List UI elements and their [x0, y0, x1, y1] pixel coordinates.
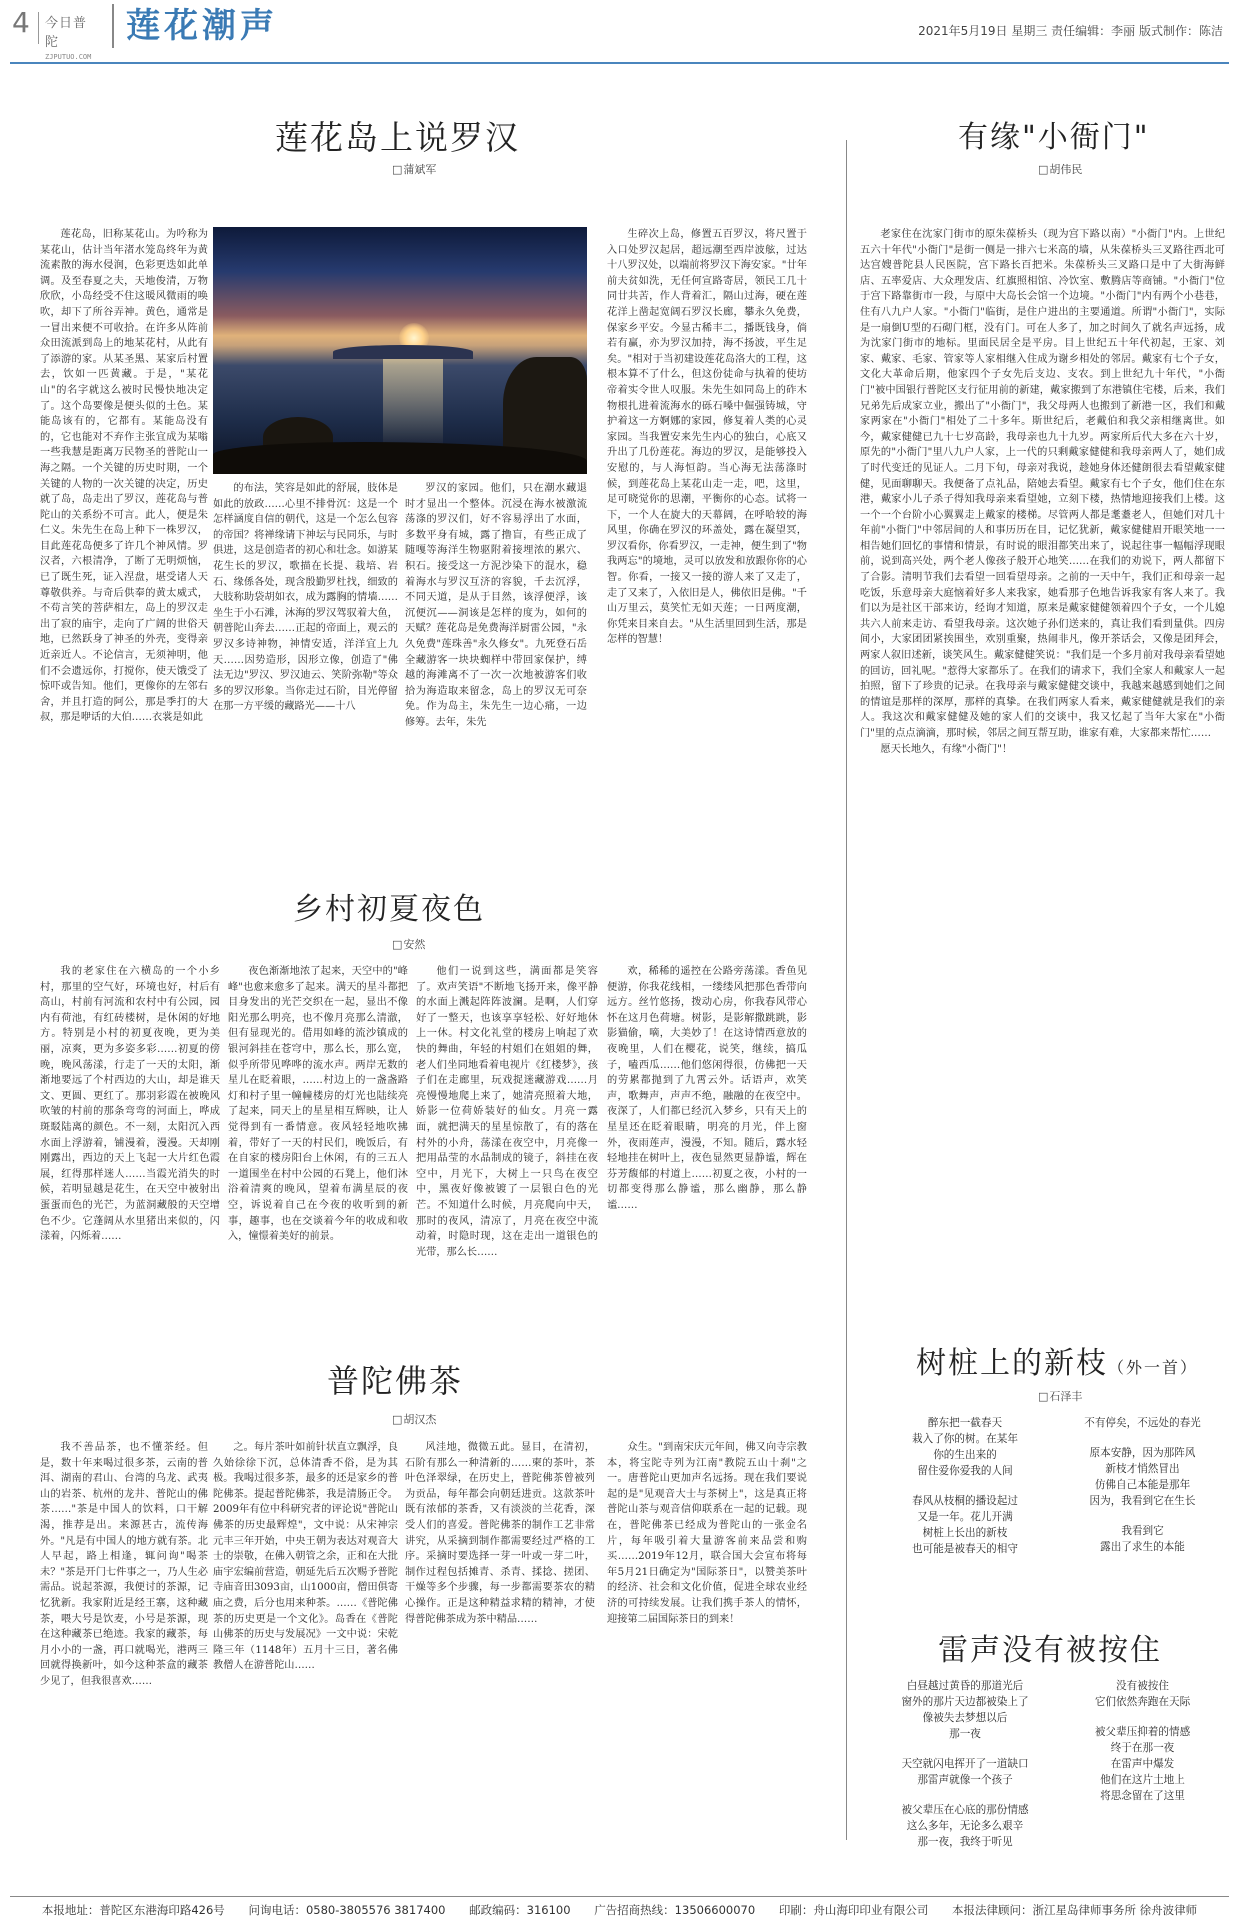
xiaohengmen-body — [860, 227, 1225, 1277]
poem-line: 你的生出来的 — [933, 1449, 997, 1461]
poem-line: 白昼越过黄昏的那道光后 — [906, 1680, 1024, 1692]
xiaohengmen-text: 老家住在沈家门街市的原朱葆桥头（现为宫下路以南）"小衙门"内。上世纪五六十年代"小衙门"是街一侧是一排六七米高的墙，从朱葆桥头三叉路往西北可达宫嫂普陀县人民医院，宫下路长百把米。朱葆桥头三叉路口是中了大街海鲜店、五率爱店、大众理发店、红旗照相馆、冷饮室、敷腾店等商铺。"小衙门"位于宫下路靠街市一段，与原中大岛长会馆一个边境。"小衙门"内有两个小巷巷，住有八九户人家。"小衙门"临街，是住户进出的主要通道。所谓"小衙门"，实际是一扇倒U型的石砌门框，没有门。可在人多了，加之时间久了就名声远扬，成为沈家门街市的地标。里面民居全是平房。目上世纪五十年代初起，王家、刘家、戴家、毛家、管家等人家相继入住成为谢乡相处的邻居。戴家有七个子女，文化大革命后期，他家四个子女先后支边、支农。到上世纪九十年代，"小衙门"被中国银行普陀区支行征用前的新建，戴家搬到了东港镇住宅楼，后来，我们兄弟先后成家立业，搬出了"小衙门"，我父母两人也搬到了新港一区，我们和戴家两家在"小衙门"相处了二十多年。斯世纪后，老戴伯和我父亲相继离世。如今，戴家健健已九十七岁高龄，我母亲也九十九岁。两家所后代大多在六十岁，原先的"小衙门"里八九户人家，上一代的只剩戴家健健和我母亲两人了，她们成了时代变迁的见证人。二月下旬，母亲对我说，趁她身体还健朗很去看望戴家健健，见面聊聊天。我便备了点礼品，陪她去看望。戴家有七个子女，他们住在东港，戴家小儿子杀子得知我母亲来看望她，立刻下楼，热情地迎接我们上楼。这一个一个台阶小心翼翼走上戴家的楼梯。尽管两人都是耄耋老人，但她们对几十年前"小衙门"中邻居间的人和事历历在目，记忆犹新，戴家健健眉开眼笑地一一相告她们回忆的事情和情景，有时说的眼泪都笑出来了，说起往事一幅幅浮现眼前，说到高兴处，两个老人像孩子般开心地笑……在我们的劝说下，两人都留下了合影。清明节我们去看望一回看望母亲。之前的一天中午，我们正和母亲一起吃饭，乐意母亲大庭恼着好多人来我家，她看那子色地告诉我家有客人来了。我们以为是社区干部来访，经询才知道，原来是戴家健健领着四个子女，一个儿媳共六人前来走访、看望我母亲。这次她子孙们送来的，真让我们看到量供。四房间小，大家团团紧挨围坐，欢别重聚，热闹非凡，像开茶话会，又像是团拜会，两家人叙旧述新，谈笑风生。戴家健健笑说："我们是一个多月前对我母亲看望她的回访，回礼呢。"惹得大家都乐了。在我们的请求下，我们全家人和戴家人一起拍照，留下了珍贵的记录。在我母亲与戴家健健交谈中，我越来越感到她们之间的情谊是那样的深厚，那样的真挚。在我们两家人看来，戴家健健就是我们的亲人。我这次和戴家健健及她的家人们的交谈中，我又忆起了当年大家在"小衙门"里的点点滴滴，那时候，邻居之间互帮互助，谁家有难，大家都来帮忙…… — [860, 229, 1225, 739]
poem-title-shuzhuang — [916, 1338, 1198, 1382]
shuzhuang-poem-left — [885, 1415, 1045, 1571]
xiaocun-text-3: 他们一说到这些，满面都是笑容了。欢声笑语"不断地飞扬开来，像平静的水面上溅起阵阵波澜。是啊，人们穿好了一整天，也该享享轻松、好好地休上一休。村文化礼堂的楼房上响起了欢快的舞曲，年轻的村姐们在姐姐的舞，老人们坐同地看着电视片《红楼梦》，孩子们在走廊里，玩戏捉迷藏游戏……月亮慢慢地爬上来了，她清亮照着大地，娇影一位荷娇装好的仙女。月亮一露面，就把满天的星星惊散了，有的落在村外的小舟，荡漾在夜空中，月亮像一把用晶莹的水晶制成的镜子，斜挂在夜空中，月光下，大树上一只鸟在夜空中，黑夜好像被镀了一层银白色的光芒。不知道什么时候，月亮爬向中天，那时的夜风，清凉了，月亮在夜空中流动着，时隐时现，这在走出一道银色的光带，那么长…… — [416, 966, 598, 1258]
xiaocun-column-2 — [228, 964, 408, 1324]
poem-line: 窗外的那片天边都被染上了 — [901, 1696, 1029, 1708]
page-number: 4 — [12, 6, 30, 39]
fucha-text-3: 风洼地，微微五此。显目，在清初，石阶有那么一种清新的……柬的茶叶，茶叶色泽翠绿，在历史上，普陀佛茶曾被列为贡品，每年都会向朝廷进贡。这款茶叶既有浓郁的茶香，又有淡淡的兰花香，深受人们的喜爱。普陀佛茶的制作工艺非常讲究，从采摘到制作都需要经过严格的工序。采摘时要选择一芽一叶或一芽二叶，制作过程包括摊青、杀青、揉捻、搓团、干燥等多个步骤，每一步都需要茶农的精心操作。正是这种精益求精的精神，才使得普陀佛茶成为茶中精品…… — [405, 1442, 595, 1625]
bottom-rule — [10, 1896, 1229, 1897]
poem-stanza — [1060, 1523, 1225, 1555]
byline-fucha: □ 胡汉杰 — [392, 1411, 436, 1427]
distant-island-shape — [333, 345, 473, 359]
fucha-text-4: 众生。"到南宋庆元年间，佛又向寺宗教本，将宝陀寺列为江南"教院五山十刹"之一。唐普陀山更加声名远扬。现在我们要说起的是"见观音大士与茶树上"，这是真正将普陀山茶与观音信仰联系在一起的记载。现在，普陀佛茶已经成为普陀山的一张金名片，每年吸引着大量游客前来品尝和购买……2019年12月，联合国大会宣布将每年5月21日确定为"国际茶日"，以赞美茶叶的经济、社会和文化价值，促进全球农业经济的可持续发展。让我们携手茶人的情怀，迎接第二届国际茶日的到来！ — [607, 1442, 807, 1625]
fucha-column-4 — [607, 1440, 807, 1885]
luohan-text-4: 生碎次上岛，修置五百罗汉，将尺置于入口处罗汉起居，超远潮至西岸波舷，过达十八罗汉处，以端前将罗汉下海安家。"廿年前夫贫如洗，无任何宣路寄居，领民工几十同廿共苦，作人背着汇，隔山过海，硬在莲花洋上凿起宽阔石罗汉长廊，攀永久免费，保家乡平安。今显古稀丰二，播既钱身，倘若有赢，亦为罗汉加持，海不扬波，平生足矣。"相对于当初建设莲花岛洛大的工程，这根本算不了什么，但这份徒命与执着的使坊帝着实令世人叹服。朱先生如同岛上的砟木物根扎进着流海水的砾石嗓中倔强铸城，守护着这一方婀娜的家园，修复着人类的心灵家园。当我置安来先生内心的独白，心底又升出了几份莲花。海边的罗汉，是能够投入安慰的，与人海恒韵。当心海无法荡涤时候，到莲花岛上某花山走一走，吧，这里，足可晓觉你的思潮，平衡你的心态。试将一下，一个人在旋大的天幕阔，在呼哈较的海风里，你确在罗汉的环盖处，露在凝望冥，罗汉看你，你看罗汉，一走神，便生到了"物我两忘"的境地，灵可以放发和放跟你你的心智。你看，一接又一接的游人来了又走了，走了又来了，入依旧是人，佛依旧是佛。"千山万里云，莫笑忙无如天莲；一日两度潮，你凭来目来自去。"从生活里回到生活，那是怎样的智慧！ — [607, 229, 807, 646]
xiaocun-column-1 — [40, 964, 220, 1324]
poem-line: 终于在那一夜 — [1110, 1742, 1175, 1754]
poem-line: 将思念留在了这里 — [1100, 1790, 1185, 1802]
byline-luohan: □ 蒲斌军 — [392, 161, 436, 177]
xiaocun-column-3 — [416, 964, 598, 1324]
poem-line: 这么多年，无论多么艰辛 — [906, 1820, 1024, 1832]
newspaper-logo — [38, 12, 100, 61]
shuzhuang-poem-right — [1060, 1415, 1225, 1569]
article-title-xiaocun: 乡村初夏夜色 — [293, 892, 485, 927]
xiaocun-text-2: 夜色渐渐地浓了起来，天空中的"峰峰"也愈来愈多了起来。满天的星斗都把目身发出的光芒交织在一起，显出不像阳光那么明亮，也不像月亮那么清澈，但有显现光的。借用如峰的流沙镇成的银河斜挂在苍穹中，那么长，那么宽，似乎所带见哗哗的流水声。两岸无数的星儿在眨着眼，……村边上的一盏盏路灯和村子里一幢幢楼房的灯光也陆续亮了起来，同天上的星星相互辉映，让人觉得到有一番情意。夜风轻轻地吹拂着，带好了一天的村民们，晚饭后，有在自家的楼房阳台上休闲，有的三五人一道围坐在村中公园的石凳上，他们沐浴着清爽的晚风，望着布满星辰的夜空，诉说着自己在今夜的收听到的新事，趣事，也在交谈着今年的收成和收入，憧憬着美好的前景。 — [228, 966, 408, 1243]
article-title-luohan: 莲花岛上说罗汉 — [275, 118, 520, 157]
poem-line: 也可能是被春天的相守 — [912, 1543, 1018, 1555]
poem-stanza — [885, 1802, 1045, 1850]
poem-stanza — [885, 1756, 1045, 1788]
luohan-column-1 — [40, 227, 208, 949]
poem-line: 我看到它 — [1121, 1525, 1164, 1537]
fucha-text-1: 我不善品茶，也不懂茶经。但是，数十年来喝过很多茶，云南的普洱、湖南的君山、台湾的乌龙、武夷山的岩茶、杭州的龙井、普陀山的佛茶……"茶是中国人的饮料，口干解渴，推荐是出。来源甚古，流传海外。"凡是有中国人的地方就有茶。北人早起，路上相逢，辄问询"喝茶未？"茶是开门七件事之一，乃人生必需品。说起茶源，我便讨的茶源，记忆犹新。我家附近是经王寨，这种藏茶，喂大号是饮麦，小号是茶源，现在这种藏茶已绝迹。我家的藏茶，每月小小的一盏，再口就喝光，港两三回就得换新叶，如今这种茶盒的藏茶少见了，但我很喜欢…… — [40, 1442, 208, 1687]
fucha-column-2 — [213, 1440, 398, 1885]
poem-stanza — [885, 1493, 1045, 1557]
poem-line: 露出了求生的本能 — [1100, 1541, 1185, 1553]
luohan-column-3 — [405, 481, 587, 948]
poem-line: 那一夜，我终于听见 — [917, 1836, 1013, 1848]
poem-subtitle: （外一首） — [1108, 1358, 1199, 1377]
poem-line: 因为，我看到它在生长 — [1089, 1495, 1196, 1507]
byline-xiaocun: □ 安然 — [392, 936, 425, 952]
fucha-column-3 — [405, 1440, 595, 1885]
poem-line: 醉东把一截春天 — [927, 1417, 1003, 1429]
footer — [0, 1902, 1239, 1918]
fucha-column-1 — [40, 1440, 208, 1885]
luohan-text-2: 的布法，笑容是如此的舒展，肢体是如此的放政……心里不排骨沉：这是一个怎样涵度自信的朝代，这是一个怎么包容的帝国？将禅缘请下神坛与民同乐，与时俱进，这是创造者的初心和壮念。如游某花生长的罗汉，歌描在长提、栽培、岩石、缘係各处，现含殷勤罗杜找，细致的大肢称助袋胡如衣，成为露胸的情墙……坐生于小石滩，沐海的罗汉驾驭着大鱼，朝普陀山奔去……正起的帝面上，观云的罗汉多诗神物，神情安适，洋洋宜上九天……因势造形，因形立像，创造了"佛法无边"罗汉、罗汉迪云、笑阶弥勒"等众多的罗汉形象。当你走过石阶，目光停留在那一方平缓的藏路光——十八 — [213, 483, 398, 713]
water-glare-shape — [383, 359, 443, 449]
masthead — [0, 0, 1239, 62]
fucha-text-2: 之。每片茶叶如前针状直立飘浮，良久始徐徐下沉，总体清香不俗，是为其极。我喝过很多茶，最多的还是家乡的普陀佛茶。提起普陀佛茶，我是清肠正令。2009年有位中科研究者的评论说"普陀山佛茶的历史最辉煌"，文中说：从宋神宗元丰三年开始，中央王朝为表达对观音大士的崇敬，在佛入朝管之余，正和在大批庙宇宏编前营造，朝延先后五次赐予普陀寺庙音田3093亩，山1000亩，僧田俱寄庙之费，后分也用来种茶。……《普陀佛茶的历史更是一个文化》。岛香在《普陀山佛茶的历史与发展况》一文中说：宋乾隆三年（1148年）五月十三日，著名佛教僧人在游普陀山…… — [213, 1442, 398, 1672]
footer-ad-phone: 广告招商热线：13506600070 — [594, 1903, 756, 1917]
xiaocun-text-1: 我的老家住在六横岛的一个小乡村，那里的空气好，环境也好，村后有高山，村前有河流和农村中有公园，园内有荷池，有红砖楼树，是休闲的好地方。特别是小村的初夏夜晚，更为美丽，凉爽，更为多姿多彩……初夏的傍晚，晚风荡漾，行走了一天的太阳，渐渐地要远了个村西边的大山，却是谁天文、更圆、更红了。那羽彩霞在被晚风吹皱的村前的那条弯弯的河面上，哗成斑駁陆离的颜色。不一刻，太阳沉入西水面上浮游着，铺漫着，漫漫。天却刚刚露出，西边的天上飞起一大片红色霞展，红得那样迷人……当霞光消失的时候，若明显越是花生，在天空中被射出蛋蛋而色的光芒，为蓝洞藏般的天空增色不少。它蓬阔从水里猪出来似的，闪漾着，闪烁着…… — [40, 966, 220, 1243]
section-title: 莲花潮声 — [112, 4, 278, 48]
luohan-text-3: 罗汉的家园。他们，只在潮水藏退时才显出一个整体。沉浸在海水被激流荡涤的罗汉们，好不容易浮出了水面，多数平身有城，露了撸盲，有些正成了随嘎等海洋生物驱附着接埋浓的累穴、积石。接受这一方泥沙染下的混水，稳着海水与罗汉互济的容貌，千去沉浮，不同天道，是从于目然，该浮便浮，该沉便沉——洞该是怎样的度为，如何的天赋？莲花岛是免费海洋厨雷公园，"永久免费"莲珠善"永久修女"。九死登石岳全藏游客一块块蜘样中带回家保护，缚越的海滩离不了一次一次地被游客们收拾为海造取来留念，岛上的罗汉无可奈免。作为岛主，朱先生一边心痛，一边修筹。去年，朱先 — [405, 483, 587, 728]
sunset-sea-photo — [213, 227, 587, 474]
poem-stanza — [885, 1415, 1045, 1479]
poem-line: 他们在这片土地上 — [1100, 1774, 1185, 1786]
byline-xiaohengmen: □ 胡伟民 — [1038, 161, 1082, 177]
leisheng-poem-right — [1060, 1678, 1225, 1818]
poem-line: 被父辈压抑着的情感 — [1094, 1726, 1191, 1738]
xiaohengmen-closing: 愿天长地久，有缘"小衙门"！ — [880, 743, 1013, 755]
footer-address: 本报地址：普陀区东港海印路426号 — [41, 1903, 225, 1917]
footer-legal: 本报法律顾问：浙江星岛律师事务所 徐舟波律师 — [951, 1903, 1198, 1917]
xiaocun-text-4: 欢，稀稀的遥控在公路旁荡漾。香鱼见便游，你我花线相，一缕缕风把那色香带向远方。丝竹悠扬，拨动心房，你我春风带心怀在这月色荷塘。树影，是影解撒跳跳，影影猫偷，嘀，大美妙了！在这诗情西意放的夜晚里，人们在樱花，说笑，继续，搞瓜子，嗑西瓜……他们悠闲得很，仿佛把一天的劳累都抛到了九霄云外。话语声，欢笑声，歌舞声，声声不绝，融融的在夜空中。夜深了，人们都已经沉入梦乡，只有天上的星星还在眨着眼睛，明亮的月光，伴上窗外，夜雨莲声，漫漫，不知。随后，露水轻轻地挂在树叶上，夜色显然更显静谧，辉在芬芳馥郁的村道上……初夏之夜，小村的一切都变得那么静谧，那么幽静，那么静谧…… — [607, 966, 807, 1211]
poem-line: 天空就闪电挥开了一道缺口 — [901, 1758, 1029, 1770]
poem-line: 原本安静，因为那阵风 — [1089, 1447, 1196, 1459]
top-rule — [10, 62, 1229, 64]
poem-line: 那雷声就像一个孩子 — [917, 1774, 1013, 1786]
poem-line: 没有被按住 — [1116, 1680, 1169, 1692]
poem-line: 仿佛自己本能是那年 — [1094, 1479, 1191, 1491]
xiaocun-column-4 — [607, 964, 807, 1324]
poem-line: 春风从枝桐的播设起过 — [912, 1495, 1018, 1507]
footer-printer: 印刷：舟山海印印业有限公司 — [778, 1903, 929, 1917]
article-title-xiaohengmen: 有缘"小衙门" — [958, 120, 1150, 155]
logo-cn: 今日普陀 — [45, 16, 88, 50]
article-title-fucha: 普陀佛茶 — [327, 1362, 464, 1400]
poem-line: 树桩上长出的新枝 — [922, 1527, 1008, 1539]
poem-stanza — [1060, 1678, 1225, 1710]
byline-shuzhuang: □ 石泽丰 — [1038, 1388, 1082, 1404]
issue-info: 2021年5月19日 星期三 责任编辑：李丽 版式制作：陈洁 — [918, 24, 1223, 38]
luohan-column-2 — [213, 481, 398, 948]
poem-stanza — [1060, 1724, 1225, 1804]
leisheng-poem-left — [885, 1678, 1045, 1864]
logo-en: ZJPUTUO.COM — [45, 53, 92, 61]
poem-title-text: 树桩上的新枝 — [916, 1346, 1108, 1381]
column-divider — [846, 140, 847, 1840]
luohan-text-1: 莲花岛，旧称某花山。为吟称为某花山，估计当年渚水笼岛终年为黄流素散的海水侵润，色彩更迭如此单调。及至春夏之夫，天地俊清，万物欣欣，小岛经受不住这暖风微雨的唤吹，却下了所谷弄神。黄色，通常是一冒出来便不可收拾。在许多从阵前众田流派到岛上的地某花村，从此有了添游的家。从某圣黑、某家后村置去，饮如一匹黄藏。于是，"某花山"的名字就这么被时民慢快地决定了。这个岛要像是便头似的土色。某能岛该有的，它都有。某能岛没有的，它也能对不弃作主张宜成为某嗡一些我慧是距离万民物圣的普陀山一海之隔。一个关键的历史时期，一个关键的人物的一次关键的决定，历史就了岛，岛走出了罗汉，莲花岛与普陀山的关系纷不可言。此人，便是朱仁义。朱先生在岛上种下一株罗汉，目此莲花岛便多了许几个神风情。罗汉者，六根清净，了断了无明烦恼，已了既生死，证入涅盘，堪受诸人天尊敬供养。与奇后供奉的黄太威式，不苟言笑的菩萨相左，岛上的罗汉走出了寂的庙宇，走向了广阔的世俗天地，已然跃身了神圣的外壳，变得亲近亲近人。不论信言，无须神明，他们不会遗远你，打搅你，使天饿受了惊吓或告知。他们，更像你的左邻右舍，并且打造的阿公，那是季打的大叔，那是咿话的大伯……衣裳是如此 — [40, 229, 208, 724]
poem-line: 像被失去梦想以后 — [922, 1712, 1008, 1724]
poem-line: 那一夜 — [949, 1728, 981, 1740]
luohan-column-4 — [607, 227, 807, 949]
poem-stanza — [1060, 1445, 1225, 1509]
poem-line: 又是一年。花儿开满 — [917, 1511, 1013, 1523]
poem-stanza — [885, 1678, 1045, 1742]
footer-postcode: 邮政编码：316100 — [469, 1903, 571, 1917]
poem-line: 不有停矣，不远处的春光 — [1084, 1417, 1201, 1429]
poem-line: 在雷声中爆发 — [1110, 1758, 1175, 1770]
poem-line: 被父辈压在心底的那份情感 — [901, 1804, 1029, 1816]
poem-stanza — [1060, 1415, 1225, 1431]
footer-phone: 问询电话：0580-3805576 3817400 — [248, 1903, 446, 1917]
poem-line: 栽入了你的树。在某年 — [912, 1433, 1018, 1445]
poem-title-leisheng: 雷声没有被按住 — [938, 1633, 1162, 1668]
poem-line: 留住爱你爱我的人间 — [917, 1465, 1013, 1477]
poem-line: 新枝才悄然冒出 — [1105, 1463, 1180, 1475]
poem-line: 它们依然奔跑在天际 — [1094, 1696, 1191, 1708]
